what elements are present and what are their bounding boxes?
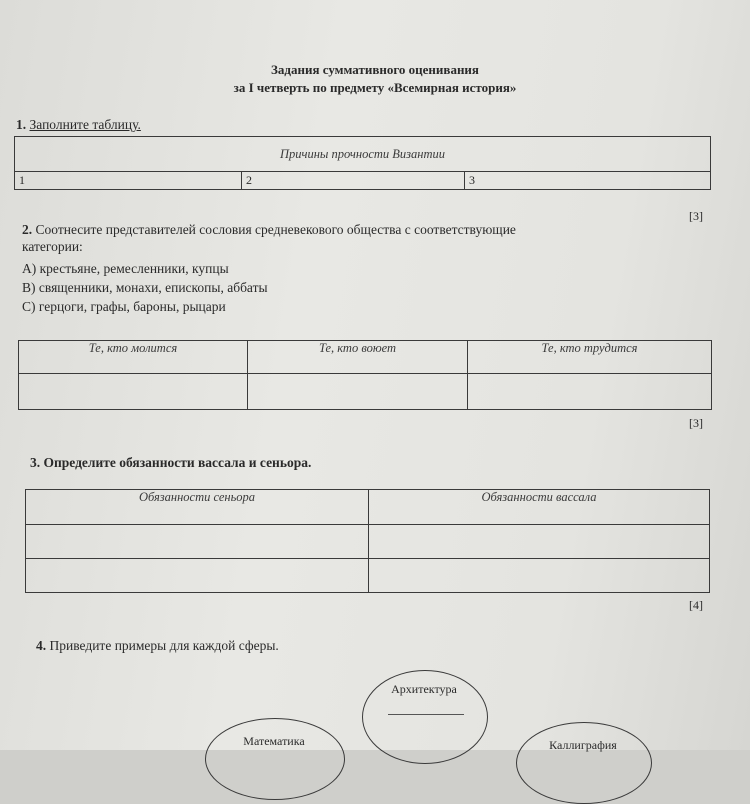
- estates-col-fight: Те, кто воюет: [248, 341, 468, 374]
- duties-lord-row-1[interactable]: [26, 525, 369, 559]
- sphere-calligraphy-ellipse: [516, 722, 652, 804]
- estates-answer-fight[interactable]: [248, 374, 468, 410]
- question-3: [30, 455, 311, 471]
- question-2: [22, 222, 516, 238]
- duties-vassal-row-1[interactable]: [369, 525, 710, 559]
- byzantium-cell-2[interactable]: 2: [242, 172, 465, 190]
- question-3-score: [4]: [689, 598, 703, 612]
- question-2-text: Соотнесите представителей сословия средневекового общества с соответствующие: [35, 222, 516, 237]
- title-line-1: Задания суммативного оценивания: [271, 62, 479, 77]
- question-2-option-b: B) священники, монахи, епископы, аббаты: [22, 280, 268, 295]
- question-3-text: Определите обязанности вассала и сеньора.: [43, 455, 312, 470]
- estates-answer-work[interactable]: [468, 374, 712, 410]
- duties-col-vassal: Обязанности вассала: [369, 490, 710, 525]
- sphere-architecture-label: Архитектура: [391, 682, 457, 696]
- sphere-architecture-answer-line[interactable]: [388, 714, 464, 715]
- question-2-option-a: A) крестьяне, ремесленники, купцы: [22, 261, 229, 276]
- estates-table: [18, 340, 712, 410]
- byzantium-table: [14, 136, 711, 190]
- sphere-calligraphy-label: Каллиграфия: [549, 738, 617, 752]
- duties-vassal-row-2[interactable]: [369, 559, 710, 593]
- question-3-number: 3.: [30, 455, 41, 470]
- sphere-mathematics-label: Математика: [243, 734, 305, 748]
- duties-col-lord: Обязанности сеньора: [26, 490, 369, 525]
- byzantium-cell-3[interactable]: 3: [465, 172, 711, 190]
- sphere-mathematics-ellipse: [205, 718, 345, 800]
- estates-col-work: Те, кто трудится: [468, 341, 712, 374]
- estates-col-pray: Те, кто молится: [19, 341, 248, 374]
- duties-lord-row-2[interactable]: [26, 559, 369, 593]
- estates-answer-pray[interactable]: [19, 374, 248, 410]
- question-2-score: [3]: [689, 416, 703, 430]
- question-1: [16, 117, 141, 133]
- question-4-number: 4.: [36, 638, 47, 653]
- question-1-number: 1.: [16, 117, 27, 132]
- question-2-text-continued: категории:: [22, 239, 83, 254]
- question-1-score: [3]: [689, 209, 703, 223]
- question-2-number: 2.: [22, 222, 33, 237]
- byzantium-table-header: Причины прочности Византии: [15, 137, 711, 172]
- title-line-2: за I четверть по предмету «Всемирная история»: [233, 80, 517, 95]
- byzantium-cell-1[interactable]: 1: [15, 172, 242, 190]
- question-4-text: Приведите примеры для каждой сферы.: [49, 638, 279, 653]
- question-2-option-c: C) герцоги, графы, бароны, рыцари: [22, 299, 226, 314]
- question-1-text: Заполните таблицу.: [29, 117, 141, 132]
- question-4: [36, 638, 279, 654]
- duties-table: [25, 489, 710, 593]
